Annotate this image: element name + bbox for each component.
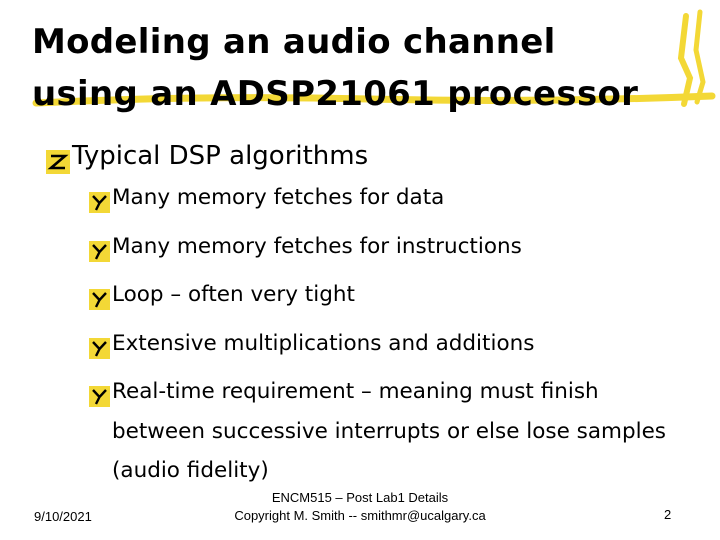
sub-bullet-2 (89, 227, 706, 276)
y-yellow-box-icon (89, 284, 110, 324)
sub-bullet-text: Many memory fetches for data (112, 185, 445, 210)
bullet-list (46, 134, 706, 491)
sub-bullet-5 (89, 372, 706, 491)
sub-bullet-text: Extensive multiplications and additions (112, 330, 535, 356)
bullet-level1 (46, 134, 706, 178)
sub-bullet-1 (89, 178, 706, 227)
bullet-heading: Typical DSP algorithms (72, 141, 369, 171)
sub-bullet-list (89, 178, 706, 491)
footer-copyright: Copyright M. Smith -- smithmr@ucalgary.ca (234, 508, 486, 523)
footer-page-number: 2 (664, 507, 672, 522)
footer-course: ENCM515 – Post Lab1 Details (271, 490, 449, 505)
sub-bullet-text: Loop – often very tight (112, 282, 355, 307)
footer-date: 9/10/2021 (34, 509, 92, 524)
y-yellow-box-icon (89, 333, 110, 373)
y-yellow-box-icon (89, 187, 110, 227)
y-yellow-box-icon (89, 236, 110, 276)
footer-center (180, 489, 540, 525)
sub-bullet-text: Real-time requirement – meaning must finish between successive interrupts or else lose samples (audio fidelity) (112, 379, 667, 483)
sub-bullet-text: Many memory fetches for instructions (112, 233, 522, 259)
sub-bullet-3 (89, 275, 706, 324)
y-yellow-box-icon (89, 381, 110, 421)
sub-bullet-4 (89, 324, 706, 373)
slide-title (32, 16, 712, 120)
title-line-2: using an ADSP21061 processor (32, 74, 639, 114)
z-yellow-box-icon (46, 144, 70, 188)
title-line-1: Modeling an audio channel (32, 22, 556, 62)
